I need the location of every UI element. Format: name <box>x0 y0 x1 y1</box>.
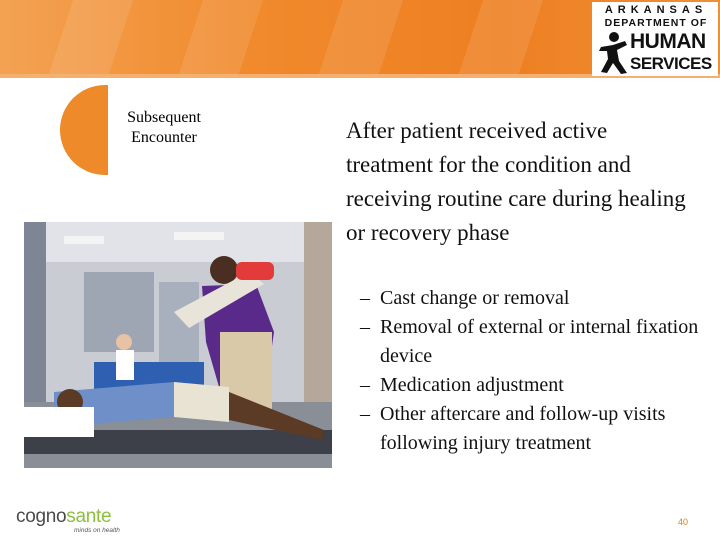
logo-services: SERVICES <box>630 54 712 73</box>
bullet-text: Cast change or removal <box>380 287 570 309</box>
bullet-text: Removal of external or internal fixation device <box>380 316 699 367</box>
banner-decoration <box>451 0 550 78</box>
main-description: After patient received active treatment for the condition and receiving routine care during healing or recovery phase <box>346 118 686 245</box>
logo-state: ARKANSAS <box>604 4 708 16</box>
bullet-list <box>360 284 710 458</box>
page-number: 40 <box>678 517 689 527</box>
person-figure-icon <box>597 31 629 75</box>
banner-decoration <box>41 0 140 78</box>
cognosante-logo <box>16 506 111 528</box>
logo-department: DEPARTMENT OF <box>604 17 708 29</box>
banner-decoration <box>311 0 410 78</box>
therapy-photo <box>24 222 332 468</box>
bullet-item: – Removal of external or internal fixation device <box>360 316 699 367</box>
bullet-item: – Medication adjustment <box>360 374 564 396</box>
section-marker <box>60 85 108 175</box>
section-title: Subsequent Encounter <box>127 109 201 146</box>
brand-part2: sante <box>66 506 112 527</box>
brand-tagline: minds on health <box>74 527 120 534</box>
bullet-text: Other aftercare and follow-up visits following injury treatment <box>380 403 666 454</box>
bullet-text: Medication adjustment <box>380 374 564 396</box>
bullet-item: – Cast change or removal <box>360 287 570 309</box>
logo-human: HUMAN <box>630 30 706 53</box>
bullet-item: – Other aftercare and follow-up visits following injury treatment <box>360 403 666 454</box>
banner-decoration <box>171 0 270 78</box>
brand-part1: cogno <box>16 506 67 527</box>
